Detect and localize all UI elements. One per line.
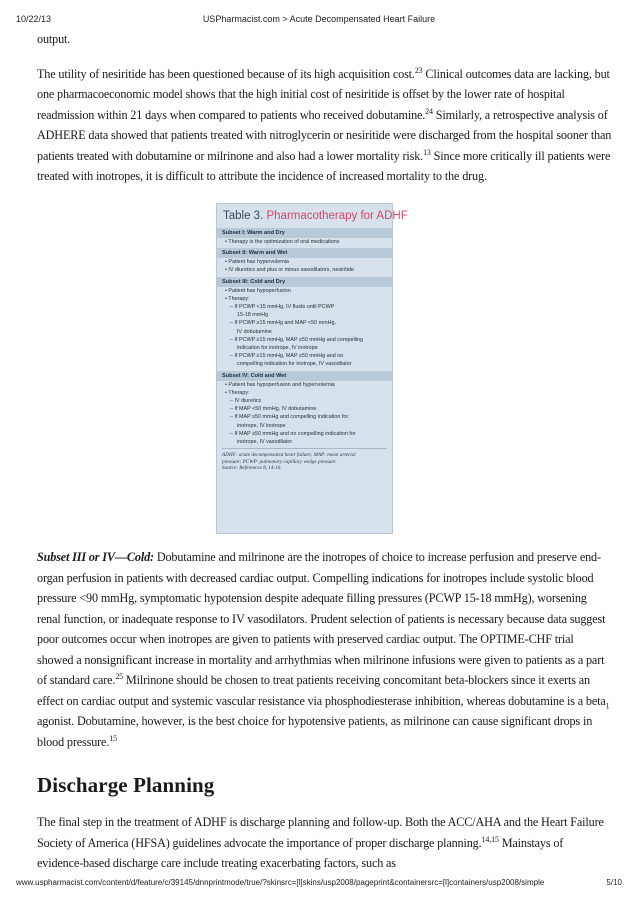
text: Mainstays of evidence-based discharge care include treating exacerbating factors, such as	[37, 835, 564, 870]
reference[interactable]: 15	[109, 733, 117, 743]
subset-lead: Subset III or IV—Cold:	[37, 550, 154, 564]
table-item: • Patient has hypervolemia	[225, 259, 289, 266]
reference[interactable]: 24	[425, 106, 433, 116]
subset-heading: Subset IV: Cold and Wet	[217, 371, 392, 381]
table-item: inotrope, IV vasodilator	[237, 439, 293, 446]
paragraph-discharge	[37, 812, 612, 874]
paragraph-nesiritide	[37, 64, 612, 187]
table-item: • Therapy:	[225, 389, 250, 396]
print-date: 10/22/13	[16, 14, 52, 24]
table-item: • Patient has hypoperfusion	[225, 287, 291, 294]
page-url[interactable]: www.uspharmacist.com/content/d/feature/c/39145/dnnprintmode/true/?skinsrc=[l]skins/usp2008/pageprint&containersrc=[l]containers/usp2008/simple	[16, 878, 545, 887]
text: Similarly, a retrospective analysis of ADHERE data showed that patients treated with nitroglycerin or nesiritide were discharged from the hospital sooner than patients treated with dobutamine or milrinone and also had a lower mortality risk.	[37, 107, 612, 163]
table-title: Table 3. Pharmacotherapy for ADHF	[223, 210, 408, 222]
subset-heading: Subset II: Warm and Wet	[217, 248, 392, 258]
table-item: – If MAP <50 mmHg, IV dobutamine	[230, 406, 317, 413]
article-body	[37, 29, 612, 187]
section-heading: Discharge Planning	[37, 773, 215, 797]
table-item: indication for inotrope, IV inotrope	[237, 345, 318, 352]
table-item: compelling indication for inotrope, IV vasodilator	[237, 361, 352, 368]
paragraph-subset-iii-iv	[37, 547, 612, 752]
subset-heading: Subset I: Warm and Dry	[217, 228, 392, 238]
text: The final step in the treatment of ADHF is discharge planning and follow-up. Both the ACC/AHA and the Heart Failure Society of America (HFSA) guidelines advocate the importance of proper discharge planning.	[37, 815, 604, 850]
table-item: – If MAP ≥50 mmHg and compelling indication for	[230, 414, 349, 421]
page-title: USPharmacist.com > Acute Decompensated Heart Failure	[202, 14, 436, 24]
page-header	[16, 14, 622, 28]
reference[interactable]: 23	[414, 65, 423, 75]
table-item: – If PCWP ≥15 mmHg, MAP ≥50 mmHg and no	[230, 353, 344, 360]
table-item: – If MAP ≥50 mmHg and no compelling indication for	[230, 430, 356, 437]
table-item: • IV diuretics and plus or minus vasodilators, nesiritide	[225, 267, 354, 274]
reference[interactable]: 25	[115, 671, 124, 681]
pharmacotherapy-table-image	[216, 203, 408, 534]
table-item: • Patient has hypoperfusion and hypervolemia	[225, 381, 335, 388]
table-item: inotrope, IV inotrope	[237, 422, 286, 429]
text: Clinical outcomes data are lacking, but one pharmacoeconomic model shows that the high initial cost of nesiritide is offset by the lower rate of hospital readmission within 21 days when compared to patients who received dobutamine.	[37, 66, 610, 122]
reference[interactable]: 14,15	[481, 834, 499, 844]
table-item: • Therapy is the optimization of oral medications	[225, 239, 340, 245]
table-item: 15-18 mmHg	[237, 312, 269, 319]
subscript: 1	[605, 700, 610, 710]
text: Dobutamine and milrinone are the inotropes of choice to increase perfusion and preserve end-organ perfusion in patients with decreased cardiac output. Compelling indications for inotropes include systolic blood pressure <90 mmHg, symptomatic hypotension despite adequate filling pressures (PCWP 15-18 mmHg), worsening renal function, or inadequate response to IV vasodilators. Prudent selection of patients is necessary because data suggest poor outcomes occur when inotropes are given to patients with preserved cardiac output. The OPTIME-CHF trial showed a nonsignificant increase in mortality and arrhythmias when milrinone infusions were given to patients as a part of standard care.	[37, 550, 606, 687]
table-item: • Therapy:	[225, 295, 250, 302]
table-item: IV dobutamine	[237, 328, 272, 335]
table-footnote: ADHF: acute decompensated heart failure; MAP: mean arterial pressure; PCWP: pulmonary capillary wedge pressure. Source: References 8, 14-16.	[222, 452, 356, 472]
text: Milrinone should be chosen to treat patients receiving concomitant beta-blockers since it exerts an effect on cardiac output and systemic vascular resistance via phosphodiesterase inhibition, whereas dobutamine is a beta	[37, 673, 606, 708]
page-number: 5/10	[606, 878, 622, 887]
page-footer	[16, 878, 622, 890]
subset-heading: Subset III: Cold and Dry	[217, 277, 392, 287]
paragraph-output: output.	[37, 32, 71, 46]
text: The utility of nesiritide has been questioned because of its high acquisition cost.	[37, 66, 415, 81]
text: agonist. Dobutamine, however, is the best choice for hypotensive patients, as milrinone can cause significant drops in blood pressure.	[37, 714, 593, 749]
table-item: – IV diuretics	[230, 398, 262, 405]
table-item: – If PCWP <15 mmHg, IV fluids until PCWP	[230, 304, 335, 311]
table-item: – If PCWP ≥15 mmHg, MAP ≥50 mmHg and compelling	[230, 336, 364, 343]
reference[interactable]: 13	[423, 147, 431, 157]
text: Since more critically ill patients were treated with inotropes, it is difficult to attribute the incidence of increased mortality to the drug.	[37, 148, 611, 183]
table-item: – If PCWP ≥15 mmHg and MAP <50 mmHg,	[230, 320, 336, 327]
